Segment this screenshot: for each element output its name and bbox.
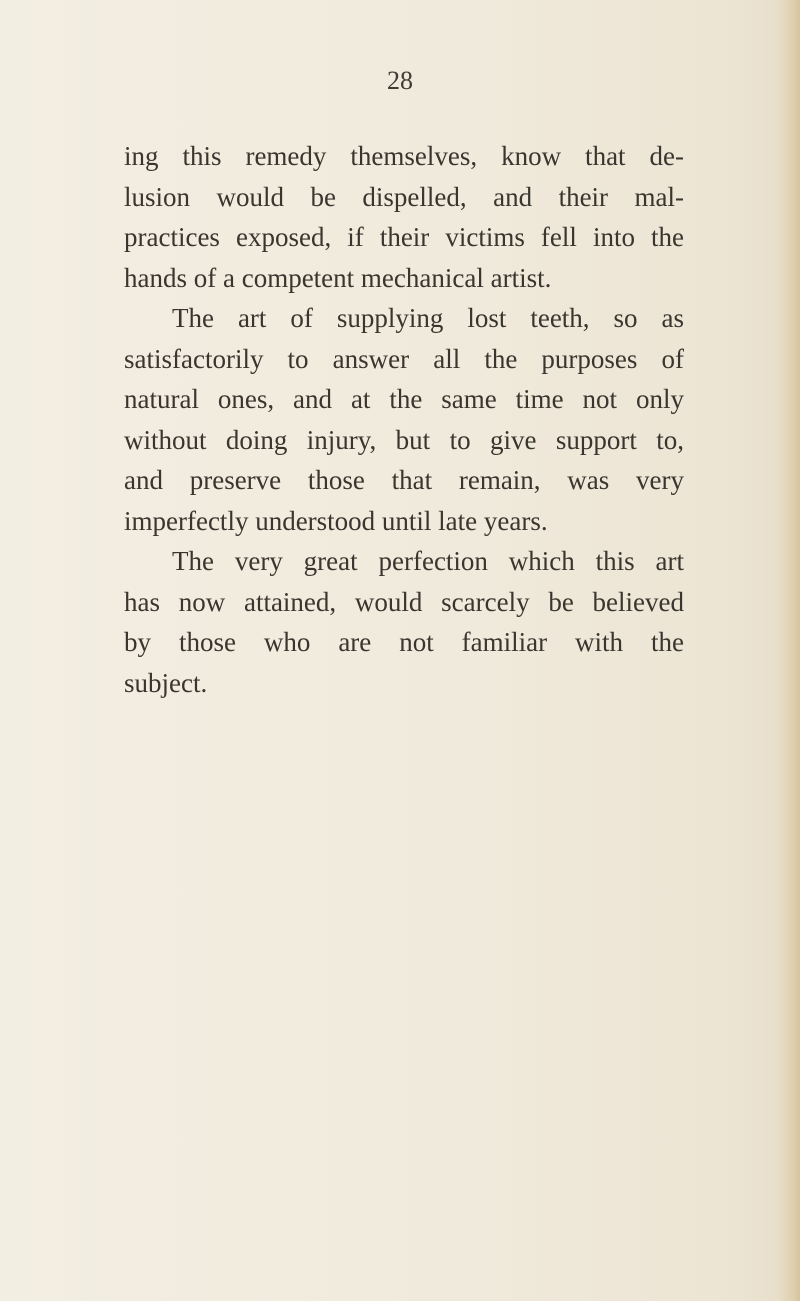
text-line: satisfactorily to answer all the purposes of (124, 343, 684, 374)
text-line: The art of supplying lost teeth, so as (172, 303, 684, 333)
text-line: ing this remedy themselves, know that de- (124, 141, 684, 171)
text-line: by those who are not familiar with the (124, 627, 684, 657)
text-line: hands of a competent mechanical artist. (124, 262, 552, 293)
text-line: and preserve those that remain, was very (124, 465, 684, 495)
paragraph (124, 541, 684, 703)
text-line: The very great perfection which this art (172, 546, 684, 576)
text-line: practices exposed, if their victims fell into the (124, 222, 684, 252)
text-line: subject. (124, 667, 208, 698)
page-edge-shading (778, 0, 800, 1301)
body-text (124, 136, 684, 703)
paragraph (124, 298, 684, 541)
text-line: without doing injury, but to give support to, (124, 424, 684, 455)
page-number: 28 (387, 66, 413, 95)
text-line: imperfectly understood until late years. (124, 505, 548, 536)
paragraph (124, 136, 684, 298)
text-line: has now attained, would scarcely be believed (124, 586, 684, 617)
text-line: lusion would be dispelled, and their mal- (124, 181, 684, 212)
text-line: natural ones, and at the same time not only (124, 384, 684, 414)
